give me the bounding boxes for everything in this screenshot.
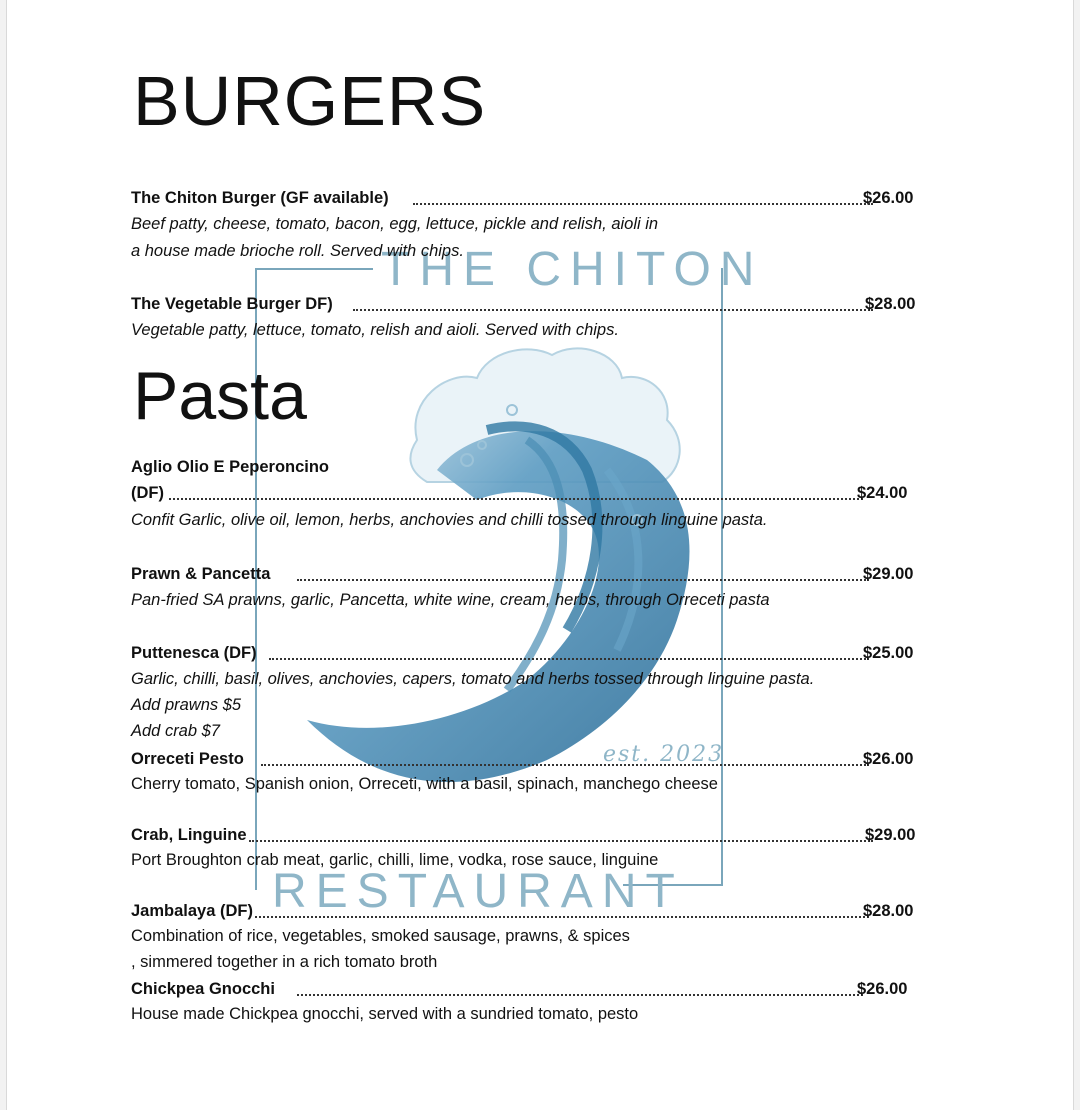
item-name: Orreceti Pesto	[131, 750, 244, 768]
item-price: $24.00	[857, 484, 908, 502]
item-name: The Vegetable Burger DF)	[131, 295, 333, 313]
item-description: Combination of rice, vegetables, smoked sausage, prawns, & spices	[131, 927, 630, 945]
item-description: Beef patty, cheese, tomato, bacon, egg, lettuce, pickle and relish, aioli in	[131, 215, 659, 233]
item-name: The Chiton Burger (GF available)	[131, 189, 389, 207]
item-extra: Add prawns $5	[131, 696, 242, 714]
item-price: $28.00	[863, 902, 914, 920]
item-price: $26.00	[857, 980, 908, 998]
item-name: Aglio Olio E Peperoncino	[131, 458, 330, 476]
logo-bottom-text: RESTAURANT	[272, 865, 684, 918]
item-name: Puttenesca (DF)	[131, 644, 257, 662]
item-price: $29.00	[863, 565, 914, 583]
item-description: Vegetable patty, lettuce, tomato, relish and aioli. Served with chips.	[131, 321, 619, 339]
item-name-cont: (DF)	[131, 484, 164, 502]
item-description: , simmered together in a rich tomato broth	[131, 953, 438, 971]
logo-top-text: THE CHITON	[381, 243, 764, 296]
item-price: $26.00	[863, 750, 914, 768]
item-price: $28.00	[865, 295, 916, 313]
item-name: Jambalaya (DF)	[131, 902, 253, 920]
item-name: Prawn & Pancetta	[131, 565, 271, 583]
item-name: Crab, Linguine	[131, 826, 247, 844]
item-price: $29.00	[865, 826, 916, 844]
item-price: $26.00	[863, 189, 914, 207]
burgers-heading: BURGERS	[133, 62, 487, 140]
item-description: Pan-fried SA prawns, garlic, Pancetta, white wine, cream, herbs, through Orreceti pasta	[131, 591, 770, 609]
menu-page	[6, 0, 1074, 1110]
pasta-heading: Pasta	[133, 358, 307, 434]
logo-est-text: est. 2023	[603, 742, 725, 767]
item-description: House made Chickpea gnocchi, served with a sundried tomato, pesto	[131, 1005, 639, 1023]
item-description: Cherry tomato, Spanish onion, Orreceti, with a basil, spinach, manchego cheese	[131, 775, 718, 793]
item-name: Chickpea Gnocchi	[131, 980, 275, 998]
item-description: Confit Garlic, olive oil, lemon, herbs, anchovies and chilli tossed through linguine pasta.	[131, 511, 768, 529]
item-description: Port Broughton crab meat, garlic, chilli, lime, vodka, rose sauce, linguine	[131, 851, 659, 869]
item-description: Garlic, chilli, basil, olives, anchovies, capers, tomato and herbs tossed through linguine pasta.	[131, 670, 815, 688]
item-extra: Add crab $7	[131, 722, 220, 740]
item-price: $25.00	[863, 644, 914, 662]
item-description: a house made brioche roll. Served with chips.	[131, 242, 464, 260]
